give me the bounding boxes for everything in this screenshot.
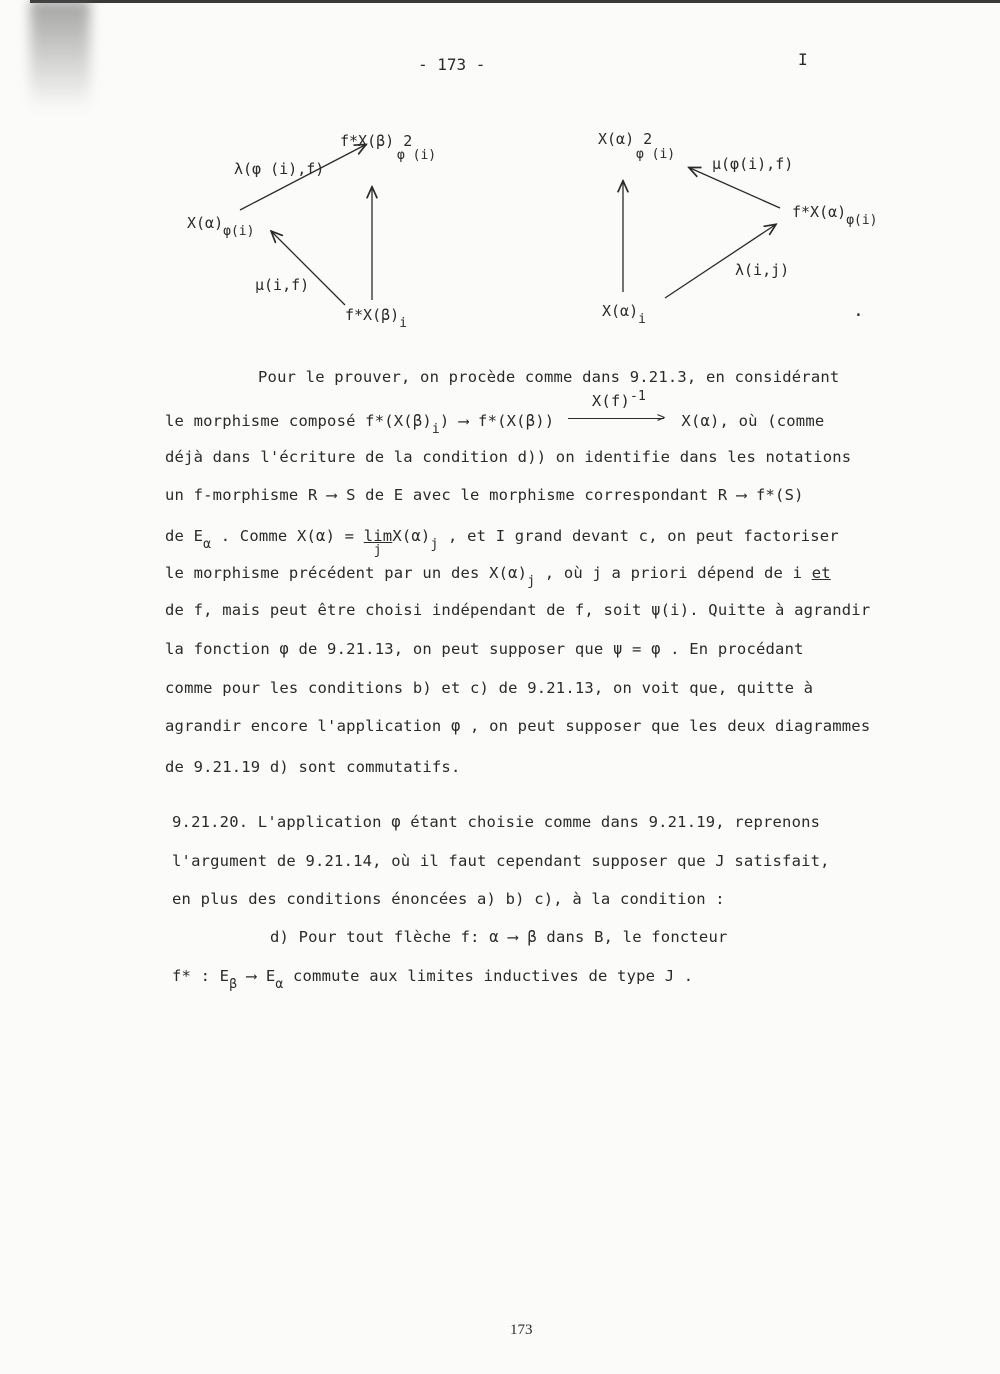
- footer-page-number: 173: [510, 1322, 533, 1338]
- p1-line8: la fonction φ de 9.21.13, on peut supposer que ψ = φ . En procédant: [165, 640, 804, 658]
- right-diagram-top-node: X(α) 2: [598, 130, 653, 148]
- volume-mark: I: [798, 50, 808, 69]
- p1-line10: agrandir encore l'application φ , on peut supposer que les deux diagrammes: [165, 717, 871, 735]
- p2-line4-condition-d: d) Pour tout flèche f: α ⟶ β dans B, le foncteur: [270, 928, 728, 946]
- p1-line1: Pour le prouver, on procède comme dans 9.21.3, en considérant: [258, 368, 840, 386]
- p1-line9: comme pour les conditions b) et c) de 9.21.13, on voit que, quitte à: [165, 679, 814, 697]
- p2-line1: 9.21.20. L'application φ étant choisie comme dans 9.21.19, reprenons: [172, 813, 821, 831]
- p1-line3: déjà dans l'écriture de la condition d)) on identifie dans les notations: [165, 448, 852, 466]
- left-arrow-lambda-label: λ(φ (i),f): [234, 160, 325, 178]
- p1-line11: de 9.21.19 d) sont commutatifs.: [165, 758, 461, 776]
- right-diagram-dot: .: [853, 300, 864, 321]
- right-diagram-top-sub: φ (i): [636, 147, 676, 162]
- right-diagram-right-node: f*X(α)φ(i): [792, 203, 878, 228]
- p1-line4: un f-morphisme R ⟶ S de E avec le morphisme correspondant R ⟶ f*(S): [165, 486, 804, 504]
- right-diagram-bottom-node: X(α)i: [602, 302, 646, 327]
- p2-line2: l'argument de 9.21.14, où il faut cependant supposer que J satisfait,: [172, 852, 830, 870]
- p1-arrow-xf-inverse: $X(f)^{-1}$ >: [564, 410, 672, 426]
- left-arrow-mu-label: μ(i,f): [255, 276, 310, 294]
- p2-line5: f* : $E_\beta$ ⟶ $E_\alpha$ commute aux limites inductives de type J .: [172, 967, 694, 992]
- left-diagram-top-sub: φ (i): [397, 148, 437, 163]
- p2-line3: en plus des conditions énoncées a) b) c), à la condition :: [172, 890, 725, 908]
- left-arrow-mu: [272, 232, 345, 305]
- p1-line5: de $E_\alpha$ . Comme X(α) = lim j $X(\alpha)_j$ , et I grand devant c, on peut factoriser: [165, 527, 839, 558]
- p1-lim-operator: lim j: [363, 527, 393, 558]
- p1-line2: le morphisme composé $f*(X(\beta)_i)$ ⟶ f*(X(β)) $X(f)^{-1}$ > X(α), où (comme: [165, 389, 825, 437]
- right-arrow-mu-label: μ(φ(i),f): [712, 155, 794, 173]
- p1-line7: de f, mais peut être choisi indépendant de f, soit ψ(i). Quitte à agrandir: [165, 601, 871, 619]
- left-diagram-left-node: X(α)φ(i): [187, 214, 255, 239]
- page-number-top: - 173 -: [418, 55, 486, 74]
- right-arrow-mu: [690, 168, 780, 208]
- p1-line6: le morphisme précédent par un des $X(\alpha)_j$ , où j a priori dépend de i et: [165, 564, 831, 589]
- left-diagram-bottom-node: f*X(β)i: [345, 306, 408, 331]
- left-diagram-top-node: f*X(β) 2: [340, 132, 413, 150]
- right-arrow-lambda-label: λ(i,j): [735, 261, 790, 279]
